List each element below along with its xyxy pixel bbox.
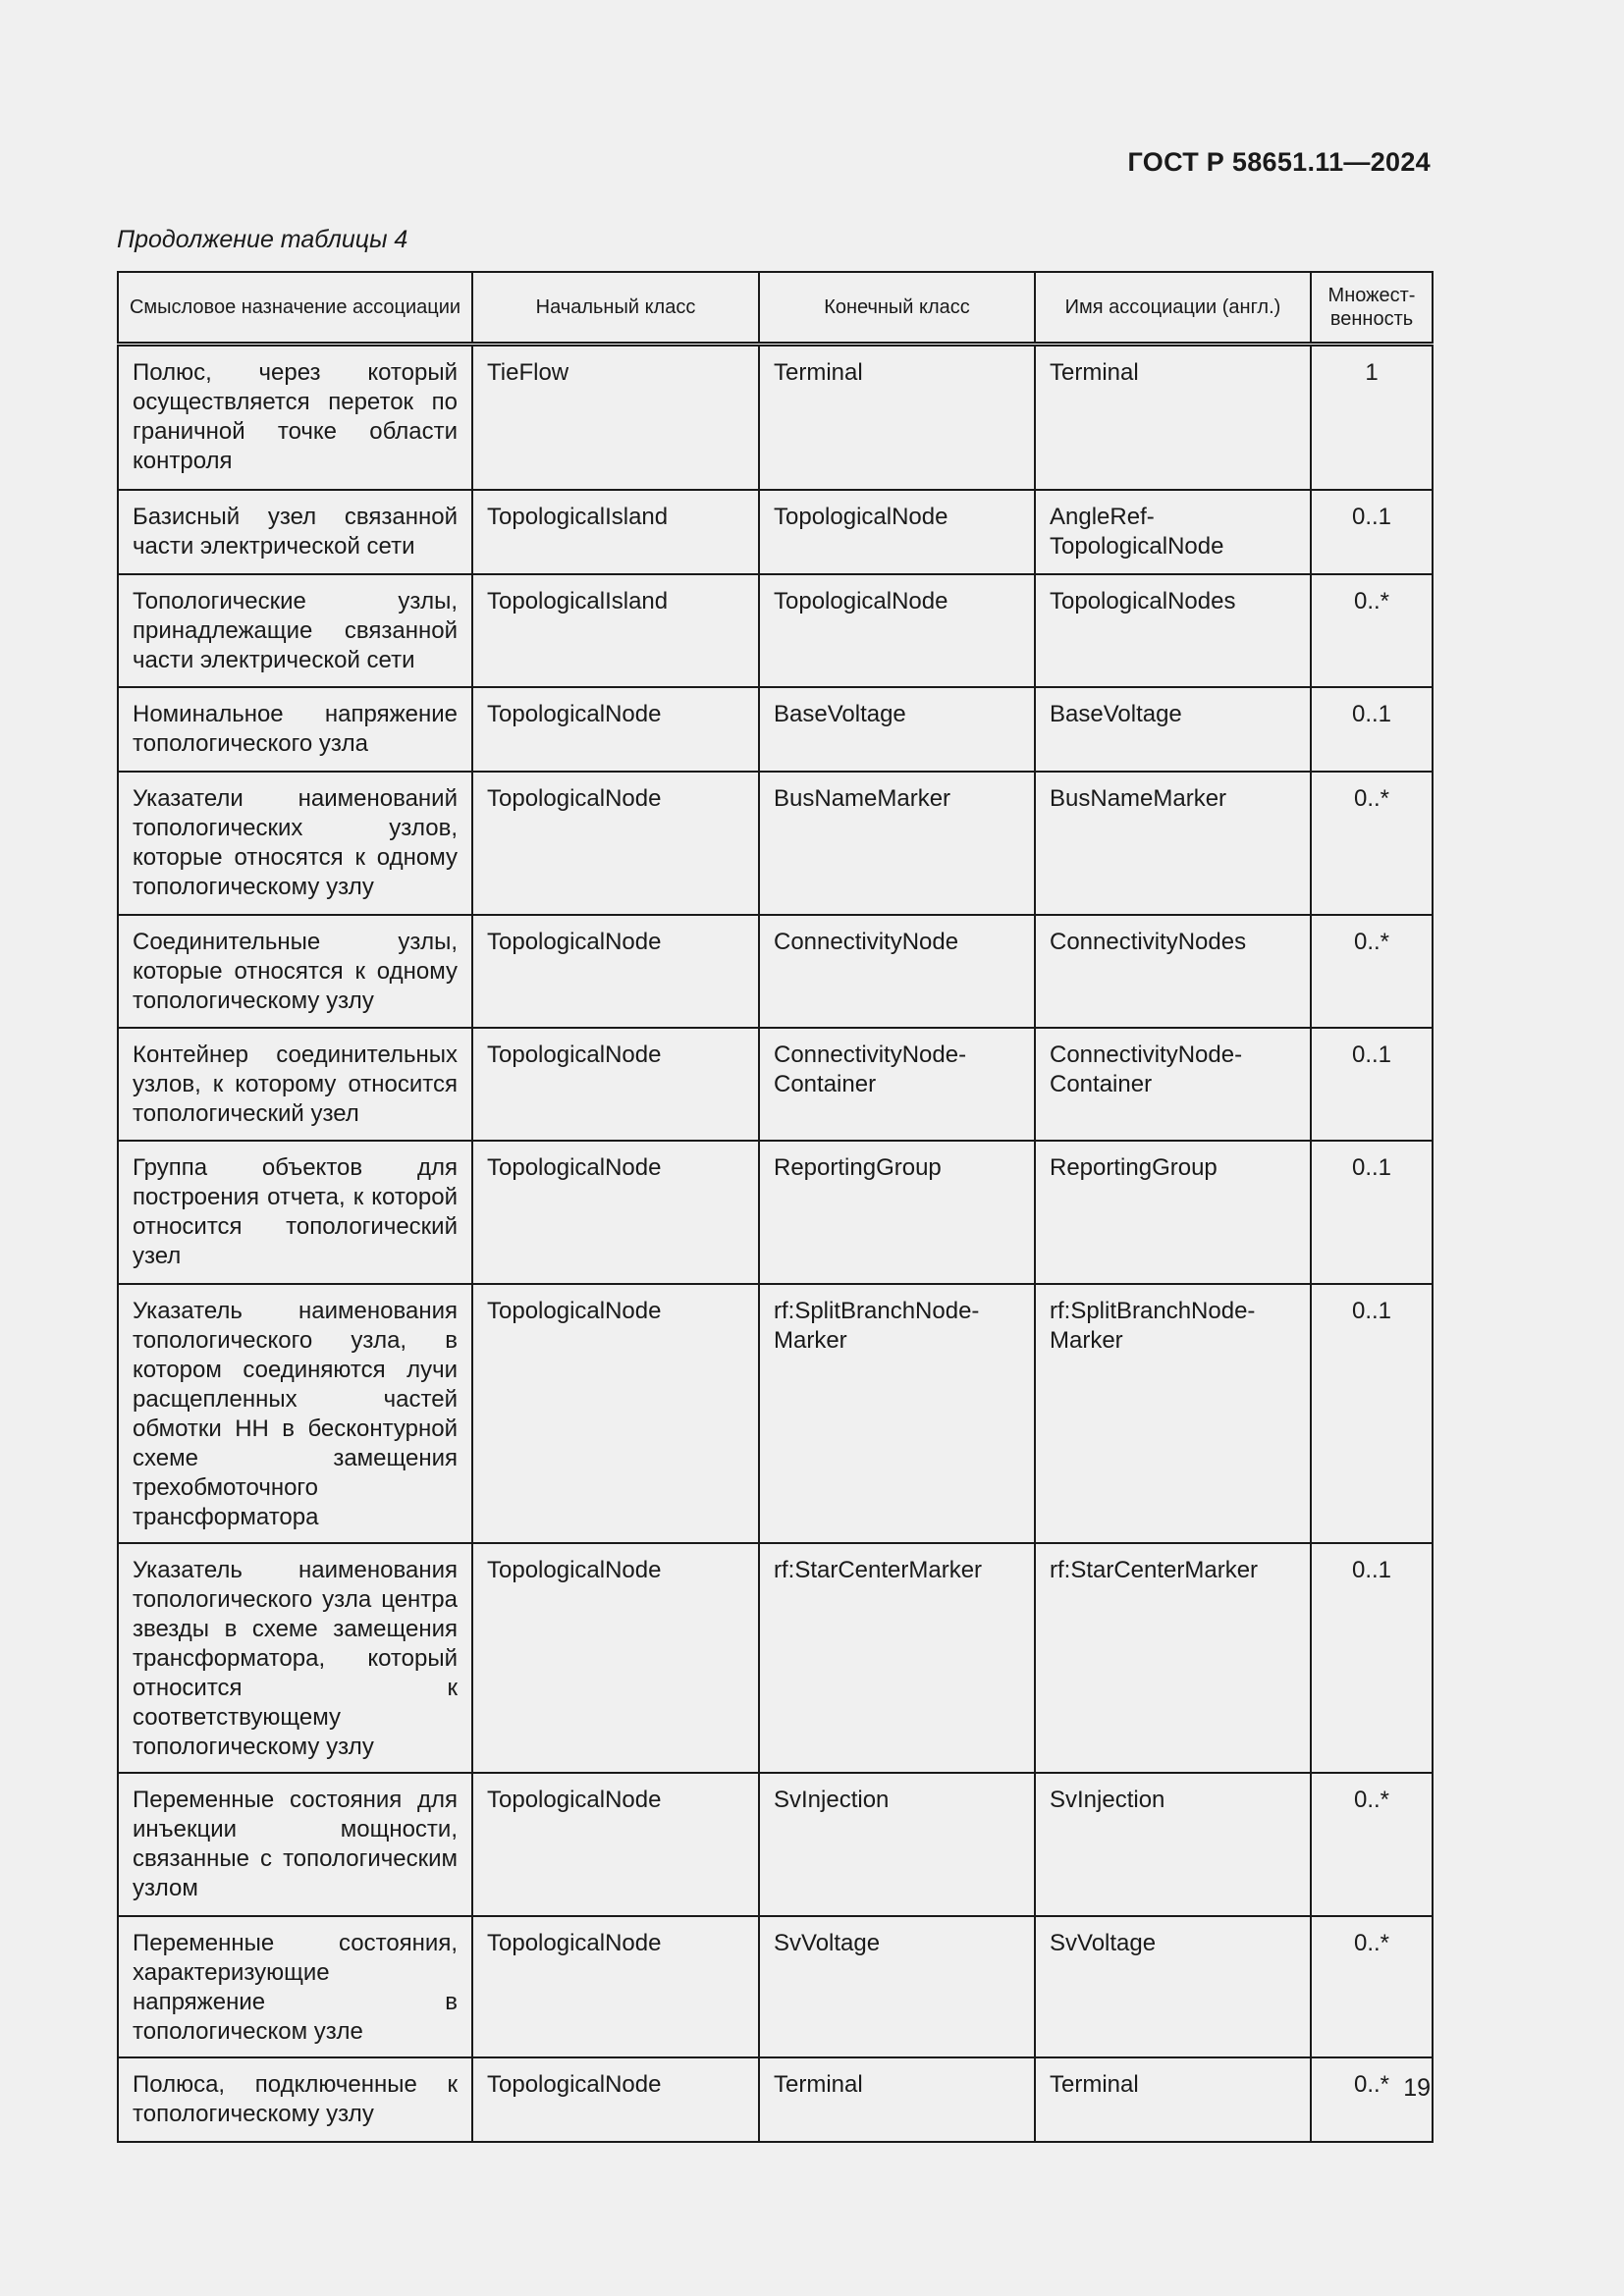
cell-multiplicity: 0..1 bbox=[1311, 1543, 1433, 1773]
column-header-end-class: Конечный класс bbox=[759, 272, 1035, 345]
cell-multiplicity: 0..* bbox=[1311, 915, 1433, 1028]
cell-start-class: TopologicalNode bbox=[472, 1141, 759, 1284]
cell-start-class: TopologicalNode bbox=[472, 915, 759, 1028]
cell-start-class: TopologicalNode bbox=[472, 1028, 759, 1141]
cell-association-name: Terminal bbox=[1035, 345, 1311, 490]
table-row bbox=[118, 345, 1433, 490]
cell-multiplicity: 0..1 bbox=[1311, 490, 1433, 574]
cell-multiplicity: 0..* bbox=[1311, 1916, 1433, 2057]
cell-purpose: Группа объектов для построения отчета, к которой относится топологический узел bbox=[118, 1141, 472, 1284]
cell-start-class: TopologicalNode bbox=[472, 687, 759, 772]
cell-end-class: ConnectivityNode bbox=[759, 915, 1035, 1028]
table-row bbox=[118, 490, 1433, 574]
cell-end-class: BaseVoltage bbox=[759, 687, 1035, 772]
cell-multiplicity: 0..1 bbox=[1311, 687, 1433, 772]
association-table bbox=[117, 271, 1434, 2143]
cell-multiplicity: 1 bbox=[1311, 345, 1433, 490]
cell-start-class: TopologicalIsland bbox=[472, 490, 759, 574]
cell-purpose: Полюс, через который осуществляется переток по граничной точке области контроля bbox=[118, 345, 472, 490]
cell-end-class: BusNameMarker bbox=[759, 772, 1035, 915]
cell-association-name: BaseVoltage bbox=[1035, 687, 1311, 772]
cell-start-class: TopologicalNode bbox=[472, 1916, 759, 2057]
table-header-row bbox=[118, 272, 1433, 345]
cell-purpose: Переменные состояния для инъекции мощности, связанные с топологическим узлом bbox=[118, 1773, 472, 1916]
cell-purpose: Полюса, подключенные к топологическому узлу bbox=[118, 2057, 472, 2142]
cell-association-name: AngleRef-TopologicalNode bbox=[1035, 490, 1311, 574]
cell-purpose: Указатель наименования топологического узла, в котором соединяются лучи расщепленных частей обмотки НН в бесконтурной схеме замещения трехобмоточного трансформатора bbox=[118, 1284, 472, 1543]
cell-association-name: SvInjection bbox=[1035, 1773, 1311, 1916]
cell-multiplicity: 0..* bbox=[1311, 1773, 1433, 1916]
cell-association-name: rf:SplitBranchNode-Marker bbox=[1035, 1284, 1311, 1543]
cell-end-class: Terminal bbox=[759, 2057, 1035, 2142]
cell-association-name: Terminal bbox=[1035, 2057, 1311, 2142]
cell-association-name: SvVoltage bbox=[1035, 1916, 1311, 2057]
cell-start-class: TopologicalNode bbox=[472, 1543, 759, 1773]
cell-multiplicity: 0..* bbox=[1311, 2057, 1433, 2142]
column-header-start-class: Начальный класс bbox=[472, 272, 759, 345]
cell-end-class: TopologicalNode bbox=[759, 574, 1035, 687]
cell-purpose: Соединительные узлы, которые относятся к одному топологическому узлу bbox=[118, 915, 472, 1028]
cell-association-name: ReportingGroup bbox=[1035, 1141, 1311, 1284]
cell-multiplicity: 0..* bbox=[1311, 772, 1433, 915]
cell-purpose: Указатели наименований топологических узлов, которые относятся к одному топологическому узлу bbox=[118, 772, 472, 915]
cell-start-class: TopologicalNode bbox=[472, 1284, 759, 1543]
table-caption: Продолжение таблицы 4 bbox=[117, 226, 408, 253]
cell-purpose: Номинальное напряжение топологического узла bbox=[118, 687, 472, 772]
cell-purpose: Контейнер соединительных узлов, к которому относится топологический узел bbox=[118, 1028, 472, 1141]
document-code: ГОСТ Р 58651.11—2024 bbox=[1127, 147, 1431, 177]
cell-association-name: ConnectivityNodes bbox=[1035, 915, 1311, 1028]
table-row bbox=[118, 574, 1433, 687]
cell-association-name: BusNameMarker bbox=[1035, 772, 1311, 915]
table-row bbox=[118, 915, 1433, 1028]
cell-start-class: TopologicalNode bbox=[472, 772, 759, 915]
cell-end-class: rf:StarCenterMarker bbox=[759, 1543, 1035, 1773]
cell-start-class: TopologicalNode bbox=[472, 2057, 759, 2142]
cell-multiplicity: 0..1 bbox=[1311, 1028, 1433, 1141]
cell-association-name: TopologicalNodes bbox=[1035, 574, 1311, 687]
table-row bbox=[118, 1028, 1433, 1141]
cell-multiplicity: 0..1 bbox=[1311, 1141, 1433, 1284]
table-row bbox=[118, 1284, 1433, 1543]
table-row bbox=[118, 1543, 1433, 1773]
cell-end-class: SvInjection bbox=[759, 1773, 1035, 1916]
table-row bbox=[118, 1141, 1433, 1284]
column-header-multiplicity: Множест-венность bbox=[1311, 272, 1433, 345]
page-number: 19 bbox=[1403, 2074, 1431, 2102]
table-row bbox=[118, 1773, 1433, 1916]
cell-purpose: Базисный узел связанной части электрической сети bbox=[118, 490, 472, 574]
cell-end-class: rf:SplitBranchNode-Marker bbox=[759, 1284, 1035, 1543]
table-row bbox=[118, 772, 1433, 915]
cell-start-class: TopologicalIsland bbox=[472, 574, 759, 687]
column-header-purpose: Смысловое назначение ассоциации bbox=[118, 272, 472, 345]
table-row bbox=[118, 687, 1433, 772]
cell-start-class: TopologicalNode bbox=[472, 1773, 759, 1916]
cell-end-class: ReportingGroup bbox=[759, 1141, 1035, 1284]
cell-start-class: TieFlow bbox=[472, 345, 759, 490]
cell-purpose: Указатель наименования топологического узла центра звезды в схеме замещения трансформатора, который относится к соответствующему топологическому узлу bbox=[118, 1543, 472, 1773]
cell-association-name: rf:StarCenterMarker bbox=[1035, 1543, 1311, 1773]
cell-purpose: Переменные состояния, характеризующие напряжение в топологическом узле bbox=[118, 1916, 472, 2057]
table-row bbox=[118, 1916, 1433, 2057]
column-header-association-name: Имя ассоциации (англ.) bbox=[1035, 272, 1311, 345]
cell-multiplicity: 0..1 bbox=[1311, 1284, 1433, 1543]
cell-end-class: Terminal bbox=[759, 345, 1035, 490]
table-row bbox=[118, 2057, 1433, 2142]
cell-association-name: ConnectivityNode-Container bbox=[1035, 1028, 1311, 1141]
cell-end-class: ConnectivityNode-Container bbox=[759, 1028, 1035, 1141]
cell-end-class: TopologicalNode bbox=[759, 490, 1035, 574]
cell-multiplicity: 0..* bbox=[1311, 574, 1433, 687]
cell-end-class: SvVoltage bbox=[759, 1916, 1035, 2057]
cell-purpose: Топологические узлы, принадлежащие связанной части электрической сети bbox=[118, 574, 472, 687]
